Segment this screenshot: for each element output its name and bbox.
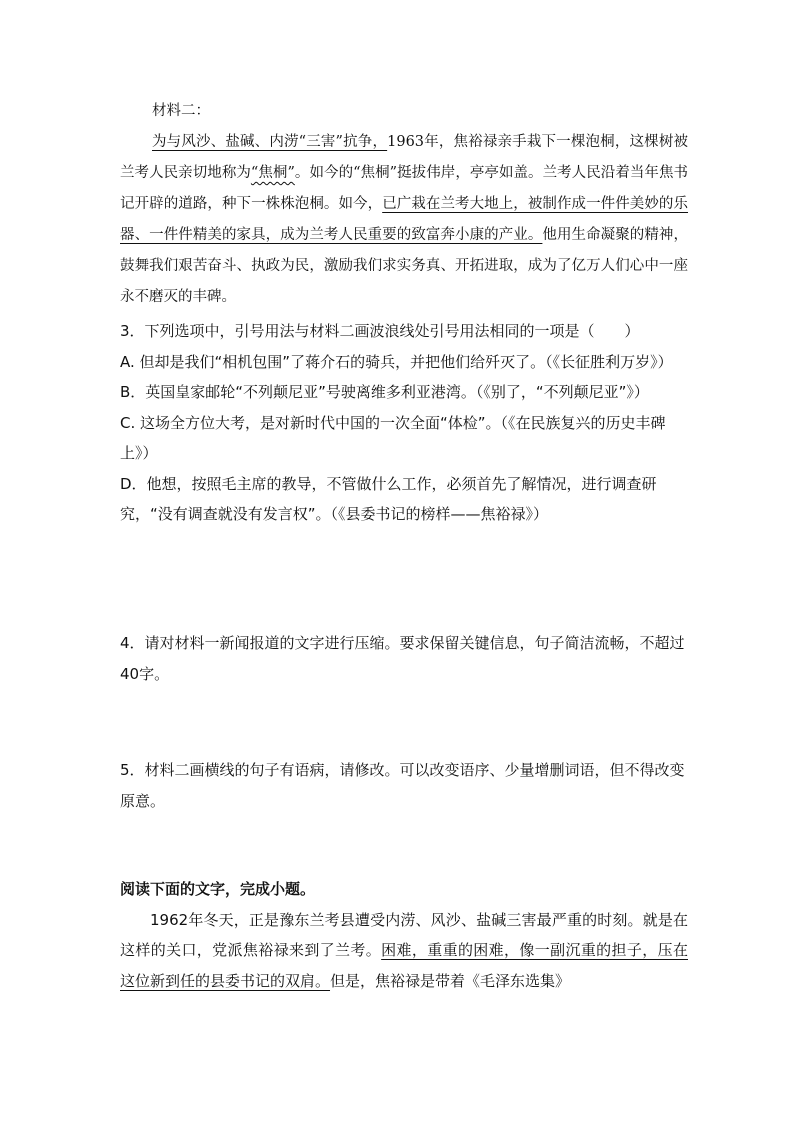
question-stem: 3．下列选项中，引号用法与材料二画波浪线处引号用法相同的一项是（ ） [120, 322, 640, 340]
reading-section [120, 874, 688, 996]
material-two [120, 96, 688, 313]
question-5 [120, 755, 688, 816]
reading-paragraph: 1962年冬天，正是豫东兰考县遭受内涝、风沙、盐碱三害最严重的时刻。就是在这样的关口，党派焦裕禄来到了兰考。困难，重重的困难，像一副沉重的担子，压在这位新到任的县委书记的双肩。但是，焦裕禄是带着《毛泽东选集》 [120, 910, 688, 990]
question-stem: 4．请对材料一新闻报道的文字进行压缩。要求保留关键信息，句子简洁流畅，不超过40字。 [120, 634, 685, 683]
option-b: B．英国皇家邮轮“不列颠尼亚”号驶离维多利亚港湾。（《别了，“不列颠尼亚”》） [120, 383, 649, 401]
reading-heading: 阅读下面的文字，完成小题。 [120, 880, 316, 898]
option-d: D．他想，按照毛主席的教导，不管做什么工作，必须首先了解情况，进行调查研究，“没有调查就没有发言权”。（《县委书记的榜样——焦裕禄》） [120, 474, 657, 523]
material-paragraph: 为与风沙、盐碱、内涝“三害”抗争，1963年，焦裕禄亲手栽下一棵泡桐，这棵树被兰考人民亲切地称为“焦桐”。如今的“焦桐”挺拔伟岸，亭亭如盖。兰考人民沿着当年焦书记开辟的道路，种下一株株泡桐。如今，已广栽在兰考大地上，被制作成一件件美妙的乐器、一件件精美的家具，成为兰考人民重要的致富奔小康的产业。他用生命凝聚的精神，鼓舞我们艰苦奋斗、执政为民，激励我们求实务真、开拓进取，成为了亿万人们心中一座永不磨灭的丰碑。 [120, 134, 689, 305]
wavy-quote: “焦桐” [250, 165, 295, 181]
question-4 [120, 628, 688, 689]
underlined-sentence: 为与风沙、盐碱、内涝“三害”抗争， [152, 134, 388, 150]
question-stem: 5．材料二画横线的句子有语病，请修改。可以改变语序、少量增删词语，但不得改变原意。 [120, 761, 685, 810]
material-label: 材料二： [152, 103, 210, 119]
option-a: A. 但却是我们“相机包围”了蒋介石的骑兵，并把他们给歼灭了。（《长征胜利万岁》） [120, 352, 673, 371]
underlined-sentence: 已广栽在兰考大地上，被制作成一件件美妙的乐器、一件件精美的家具，成为兰考人民重要的致富奔小康的产业。 [120, 196, 689, 243]
question-3 [120, 316, 688, 530]
underlined-sentence: 困难，重重的困难，像一副沉重的担子，压在这位新到任的县委书记的双肩。 [120, 941, 688, 990]
option-c: C. 这场全方位大考，是对新时代中国的一次全面“体检”。（《在民族复兴的历史丰碑上》） [120, 413, 666, 462]
